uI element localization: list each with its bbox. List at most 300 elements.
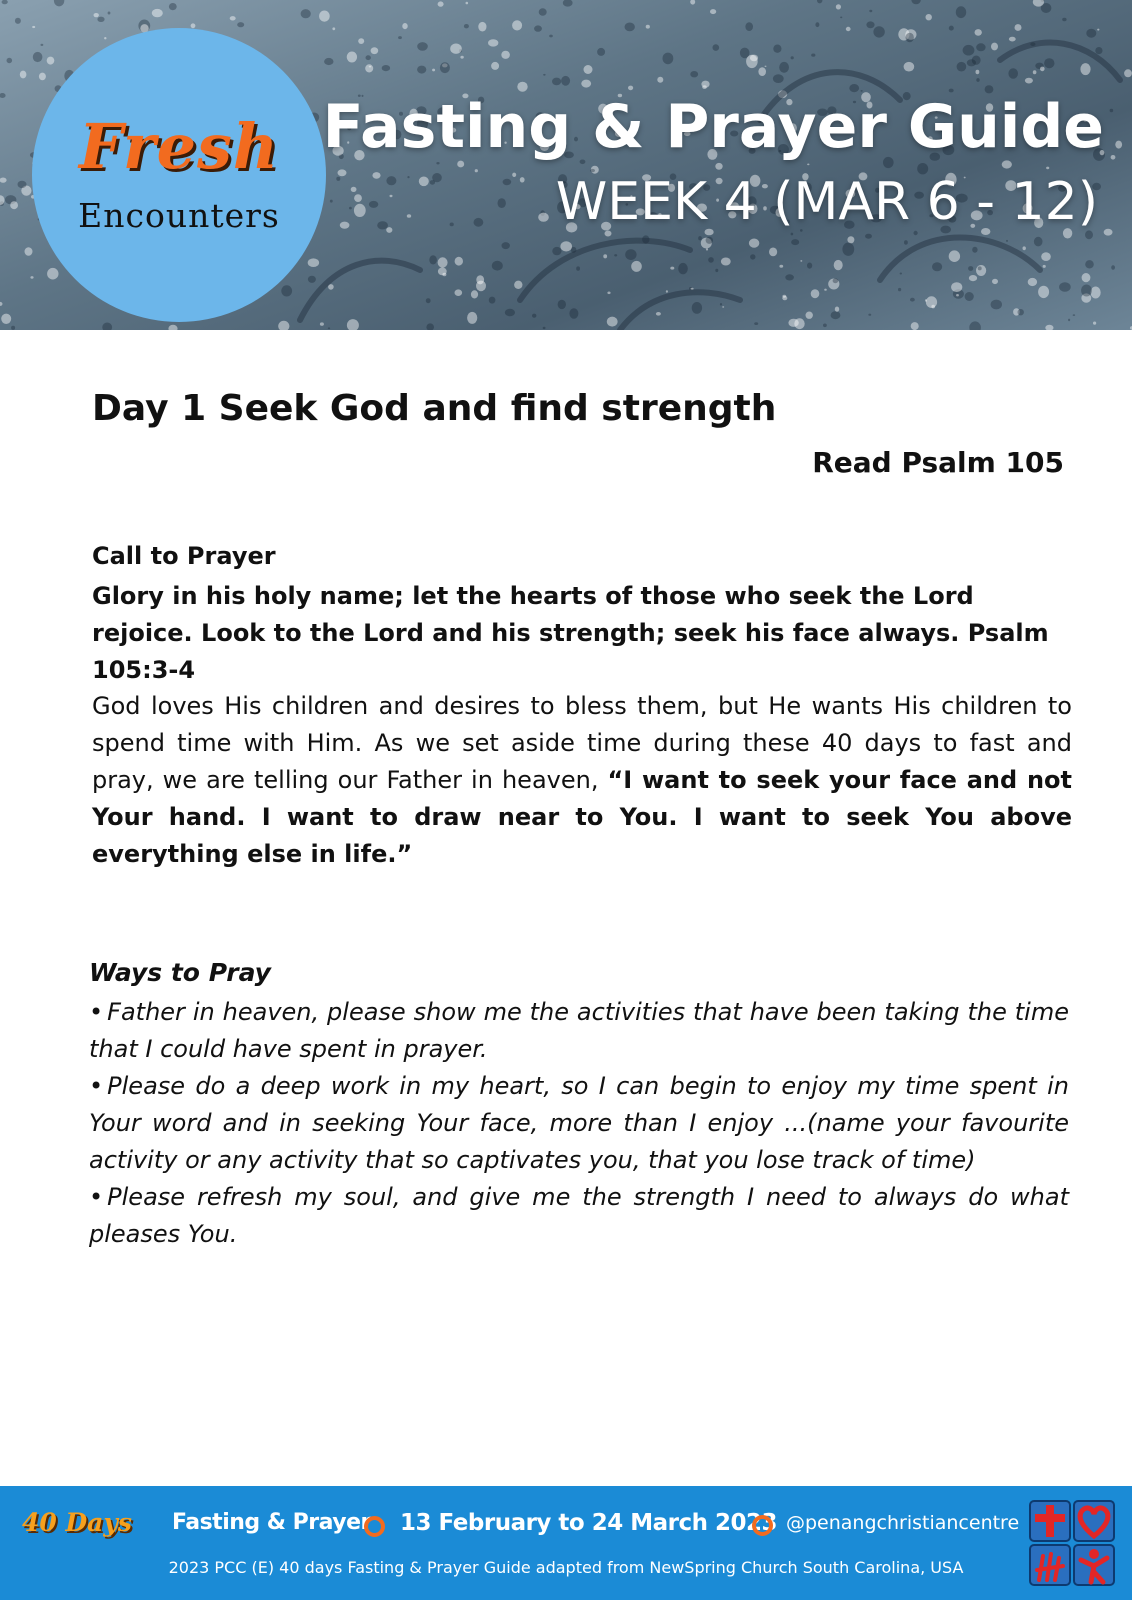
water-drop [417, 42, 428, 51]
water-drop [347, 319, 359, 330]
water-drop [965, 292, 974, 301]
water-drop [1015, 24, 1022, 31]
water-drop [108, 12, 111, 15]
water-drop [1068, 319, 1070, 322]
water-drop [39, 73, 46, 81]
water-drop [926, 14, 932, 20]
water-drop [538, 213, 549, 222]
water-drop [438, 268, 447, 276]
water-drop [419, 177, 429, 187]
reflection-emphasis: “I want to seek your face and not Your hand. I want to draw near to You. I want to seek You above everything else in life.” [92, 766, 1072, 868]
water-drop [991, 300, 1002, 310]
water-drop [904, 62, 915, 72]
water-drop [831, 311, 841, 319]
water-drop [476, 275, 484, 284]
water-drop [0, 302, 3, 306]
water-drop [460, 56, 463, 59]
water-drop [426, 323, 434, 330]
water-drop [502, 242, 510, 249]
water-drop [976, 78, 979, 82]
water-drop [847, 236, 854, 243]
water-drop [386, 176, 396, 185]
water-drop [631, 261, 642, 272]
water-drop [925, 299, 927, 301]
water-drop [1045, 325, 1053, 330]
water-drop [552, 78, 561, 86]
water-drop [721, 258, 731, 266]
water-drop [386, 227, 392, 233]
water-drop [1040, 67, 1045, 72]
water-drop [237, 22, 244, 27]
water-drop [957, 62, 967, 72]
bullet-icon: • [89, 1183, 104, 1211]
water-drop [910, 298, 915, 302]
water-drop [319, 11, 330, 22]
water-drop [436, 162, 439, 164]
water-drop [715, 269, 718, 272]
water-drop [581, 80, 591, 88]
water-drop [1018, 309, 1024, 315]
water-drop [488, 39, 498, 46]
water-drop [603, 254, 607, 258]
water-drop [1111, 265, 1115, 270]
water-drop [976, 70, 980, 74]
water-drop [514, 281, 522, 289]
water-drop [430, 180, 435, 185]
reflection-paragraph [92, 688, 1072, 873]
water-streak [620, 292, 740, 330]
water-drop [975, 29, 982, 36]
water-drop [963, 45, 975, 56]
water-drop [549, 35, 553, 38]
water-drop [782, 296, 787, 300]
water-drop [949, 250, 960, 262]
water-drop [1095, 47, 1102, 54]
water-drop [47, 57, 55, 65]
water-drop [846, 27, 851, 31]
water-drop [25, 247, 33, 256]
water-drop [0, 178, 7, 183]
list-item [89, 1179, 1069, 1253]
water-drop [432, 69, 435, 72]
water-drop [836, 4, 841, 9]
water-drop [785, 274, 794, 280]
water-drop [340, 222, 350, 229]
water-drop [382, 65, 390, 71]
water-drop [1110, 109, 1114, 112]
water-drop [773, 45, 781, 53]
water-drop [1085, 260, 1094, 268]
water-drop [2, 0, 8, 4]
water-drop [7, 58, 13, 63]
water-drop [690, 71, 698, 77]
water-drop [440, 62, 450, 73]
water-drop [47, 268, 58, 280]
water-drop [745, 22, 753, 31]
water-drop [328, 327, 330, 329]
water-drop [498, 198, 506, 208]
water-drop [806, 312, 813, 319]
water-streak [300, 261, 420, 320]
water-drop [429, 255, 437, 264]
water-drop [33, 52, 43, 62]
water-drop [10, 201, 18, 209]
guide-title: Fasting & Prayer Guide [322, 92, 1104, 162]
water-drop [607, 317, 618, 327]
water-drop [949, 26, 954, 31]
water-drop [576, 266, 580, 270]
water-drop [842, 243, 854, 256]
water-drop [474, 218, 484, 227]
water-drop [1028, 278, 1037, 286]
water-drop [455, 289, 463, 296]
water-drop [558, 300, 566, 309]
water-drop [956, 6, 966, 18]
water-drop [1046, 167, 1049, 170]
water-drop [749, 239, 759, 248]
water-drop [811, 54, 815, 57]
water-drop [788, 319, 798, 327]
water-drop [969, 321, 981, 330]
water-drop [308, 276, 316, 283]
badge-encounters-text: Encounters [78, 196, 280, 235]
water-drop [191, 23, 196, 28]
water-drop [351, 187, 357, 192]
footer-bar [0, 1486, 1132, 1600]
water-drop [563, 0, 573, 7]
water-drop [169, 3, 177, 10]
water-drop [969, 275, 977, 281]
water-drop [338, 169, 347, 176]
water-drop [773, 74, 784, 83]
water-drop [1034, 237, 1043, 247]
water-drop [467, 312, 477, 324]
water-drop [678, 263, 688, 274]
water-streak [520, 241, 690, 300]
water-drop [301, 9, 311, 18]
water-drop [520, 177, 525, 182]
water-drop [791, 56, 794, 59]
water-drop [97, 17, 104, 22]
water-drop [811, 289, 820, 298]
water-drop [779, 265, 783, 268]
water-drop [330, 200, 333, 203]
water-drop [646, 25, 650, 29]
water-drop [539, 8, 547, 15]
church-logo-icon [1029, 1500, 1115, 1586]
water-drop [512, 20, 522, 30]
water-drop [715, 163, 722, 170]
water-drop [740, 48, 750, 59]
water-drop [18, 181, 27, 188]
prayer-point: Please refresh my soul, and give me the strength I need to always do what pleases You. [89, 1183, 1069, 1248]
water-drop [972, 56, 981, 65]
header-banner [0, 0, 1132, 330]
water-drop [15, 18, 21, 24]
water-drop [865, 234, 872, 239]
water-drop [0, 93, 6, 98]
water-drop [11, 326, 15, 330]
water-drop [607, 292, 610, 295]
water-drop [492, 261, 503, 271]
water-drop [491, 62, 499, 70]
water-drop [1038, 286, 1049, 298]
ring-separator-icon [364, 1516, 385, 1537]
water-drop [976, 265, 986, 276]
water-drop [478, 22, 486, 32]
water-drop [320, 322, 324, 325]
water-drop [371, 47, 379, 54]
water-drop [765, 66, 767, 67]
water-drop [426, 298, 431, 303]
water-drop [720, 303, 722, 306]
prayer-point: Please do a deep work in my heart, so I can begin to enjoy my time spent in Your word and in seeking Your face, more than I enjoy ...(name your favourite activity or any activity that so captivates you, that you lose track of time) [89, 1072, 1069, 1174]
water-drop [657, 77, 663, 83]
water-drop [584, 65, 593, 74]
water-streak [880, 238, 1040, 281]
water-drop [464, 24, 469, 28]
water-drop [1059, 282, 1071, 292]
water-drop [1006, 240, 1008, 242]
water-drop [951, 282, 962, 292]
water-drop [807, 164, 809, 166]
water-drop [823, 324, 827, 328]
footer-campaign: Fasting & Prayer [172, 1510, 371, 1535]
ring-separator-icon [752, 1515, 773, 1536]
water-drop [390, 195, 393, 197]
water-drop [824, 289, 827, 291]
water-drop [1008, 68, 1018, 79]
water-drop [625, 249, 636, 260]
water-drop [369, 201, 378, 208]
water-drop [750, 254, 755, 259]
water-drop [561, 76, 570, 86]
water-drop [398, 36, 402, 39]
water-drop [750, 55, 758, 62]
water-drop [968, 266, 973, 271]
water-drop [1097, 29, 1099, 31]
badge-fresh-text: Fresh [78, 110, 280, 183]
water-drop [706, 237, 713, 244]
water-drop [722, 306, 724, 307]
water-drop [834, 260, 843, 270]
water-drop [417, 66, 426, 74]
water-drop [1, 314, 11, 324]
water-drop [868, 314, 871, 316]
list-item [89, 994, 1069, 1068]
water-drop [1043, 265, 1046, 268]
water-drop [366, 55, 371, 60]
water-drop [32, 26, 35, 28]
water-drop [840, 17, 842, 19]
call-to-prayer-label: Call to Prayer [92, 542, 276, 570]
water-drop [758, 67, 766, 76]
bullet-icon: • [89, 1072, 104, 1100]
ways-to-pray-label: Ways to Pray [89, 958, 271, 987]
water-drop [666, 290, 668, 292]
water-drop [898, 288, 901, 291]
water-drop [471, 290, 478, 298]
water-drop [365, 64, 373, 72]
water-drop [358, 38, 364, 44]
water-drop [754, 322, 758, 325]
water-drop [1093, 322, 1096, 325]
water-drop [698, 236, 702, 240]
footer-credit: 2023 PCC (E) 40 days Fasting & Prayer Guide adapted from NewSpring Church South Carolina, USA [168, 1558, 964, 1577]
water-drop [354, 194, 362, 202]
water-drop [866, 21, 874, 28]
water-drop [168, 325, 177, 330]
water-drop [656, 312, 661, 316]
water-drop [1082, 273, 1091, 282]
water-drop [911, 322, 919, 330]
water-drop [347, 52, 357, 63]
water-drop [455, 257, 463, 266]
water-drop [911, 0, 920, 4]
water-drop [1124, 69, 1132, 77]
water-drop [543, 74, 546, 76]
water-drop [407, 214, 411, 218]
water-drop [663, 53, 674, 65]
water-drop [501, 51, 510, 59]
scripture-reading: Read Psalm 105 [812, 446, 1064, 479]
water-drop [769, 248, 777, 257]
water-drop [1041, 252, 1051, 261]
water-drop [517, 82, 527, 92]
water-drop [992, 279, 998, 284]
water-drop [534, 25, 542, 31]
water-drop [1081, 285, 1092, 297]
call-to-prayer-verse: Glory in his holy name; let the hearts of those who seek the Lord rejoice. Look to the Lord and his strength; seek his face always. Psalm 105:3-4 [92, 582, 1049, 684]
water-drop [791, 233, 794, 236]
water-drop [708, 257, 714, 263]
water-drop [349, 207, 352, 210]
water-drop [991, 43, 998, 51]
water-drop [1044, 58, 1054, 68]
water-drop [1073, 314, 1076, 316]
water-drop [1104, 229, 1113, 236]
prayer-point: Father in heaven, please show me the activities that have been taking the time that I could have spent in prayer. [89, 998, 1069, 1063]
footer-social-handle[interactable]: @penangchristiancentre [786, 1512, 1020, 1534]
reflection-text: God loves His children and desires to bless them, but He wants His children to spend time with Him. As we set aside time during these 40 days to fast and pray, we are telling our Father in heaven, [92, 692, 1072, 794]
water-drop [503, 179, 512, 185]
fresh-encounters-badge [32, 28, 326, 322]
ways-to-pray-list [89, 994, 1069, 1253]
water-drop [332, 27, 335, 30]
water-drop [505, 309, 515, 316]
day-title: Day 1 Seek God and find strength [92, 388, 777, 429]
water-drop [278, 321, 289, 330]
water-drop [1022, 246, 1025, 250]
water-drop [438, 1, 444, 6]
water-drop [1025, 78, 1033, 84]
list-item [89, 1068, 1069, 1179]
water-drop [690, 0, 695, 5]
water-drop [807, 263, 812, 269]
water-drop [976, 43, 985, 51]
water-drop [906, 33, 914, 43]
water-drop [710, 9, 716, 14]
water-drop [1091, 287, 1101, 299]
water-drop [869, 10, 872, 12]
water-drop [230, 16, 236, 20]
water-drop [800, 260, 802, 262]
water-drop [1086, 29, 1096, 38]
water-drop [438, 257, 448, 267]
water-drop [931, 305, 935, 309]
water-drop [1033, 70, 1037, 74]
water-drop [54, 0, 64, 6]
water-drop [41, 44, 44, 46]
water-drop [407, 176, 409, 178]
water-drop [900, 273, 902, 275]
water-drop [466, 2, 469, 5]
water-drop [614, 254, 617, 256]
water-drop [1080, 63, 1090, 75]
water-drop [932, 262, 942, 271]
water-drop [552, 247, 561, 255]
water-drop [817, 0, 822, 3]
water-drop [30, 276, 33, 279]
water-drop [1111, 155, 1116, 160]
water-drop [692, 302, 702, 314]
water-drop [104, 37, 106, 39]
water-drop [849, 84, 859, 92]
water-drop [791, 239, 799, 245]
water-drop [873, 26, 884, 37]
water-drop [336, 177, 340, 181]
water-drop [543, 327, 546, 329]
water-drop [972, 247, 977, 253]
water-drop [1115, 141, 1122, 149]
water-drop [372, 172, 380, 179]
water-drop [904, 240, 908, 244]
footer-40-days: 40 Days [22, 1508, 132, 1537]
water-drop [489, 297, 496, 304]
water-drop [20, 71, 27, 79]
water-drop [978, 266, 982, 270]
water-drop [702, 85, 707, 89]
water-drop [402, 23, 407, 29]
week-range: WEEK 4 (MAR 6 - 12) [555, 172, 1098, 232]
water-drop [815, 22, 819, 27]
water-drop [835, 307, 839, 312]
water-drop [628, 86, 633, 91]
water-drop [532, 314, 536, 318]
water-drop [102, 323, 112, 331]
water-streak [1000, 43, 1120, 80]
water-drop [281, 285, 292, 296]
water-drop [713, 44, 720, 51]
water-drop [152, 9, 163, 17]
water-drop [308, 258, 319, 267]
water-drop [324, 58, 333, 65]
water-drop [956, 294, 959, 296]
bullet-icon: • [89, 998, 104, 1026]
water-drop [450, 223, 454, 227]
water-drop [94, 13, 99, 17]
water-drop [354, 204, 366, 217]
water-drop [625, 23, 635, 32]
water-drop [1009, 37, 1016, 42]
water-drop [706, 248, 708, 250]
water-drop [512, 173, 516, 177]
water-drop [560, 241, 572, 251]
water-drop [450, 44, 462, 54]
water-drop [670, 267, 674, 270]
water-drop [833, 278, 839, 283]
footer-dates: 13 February to 24 March 2023 [400, 1510, 778, 1536]
